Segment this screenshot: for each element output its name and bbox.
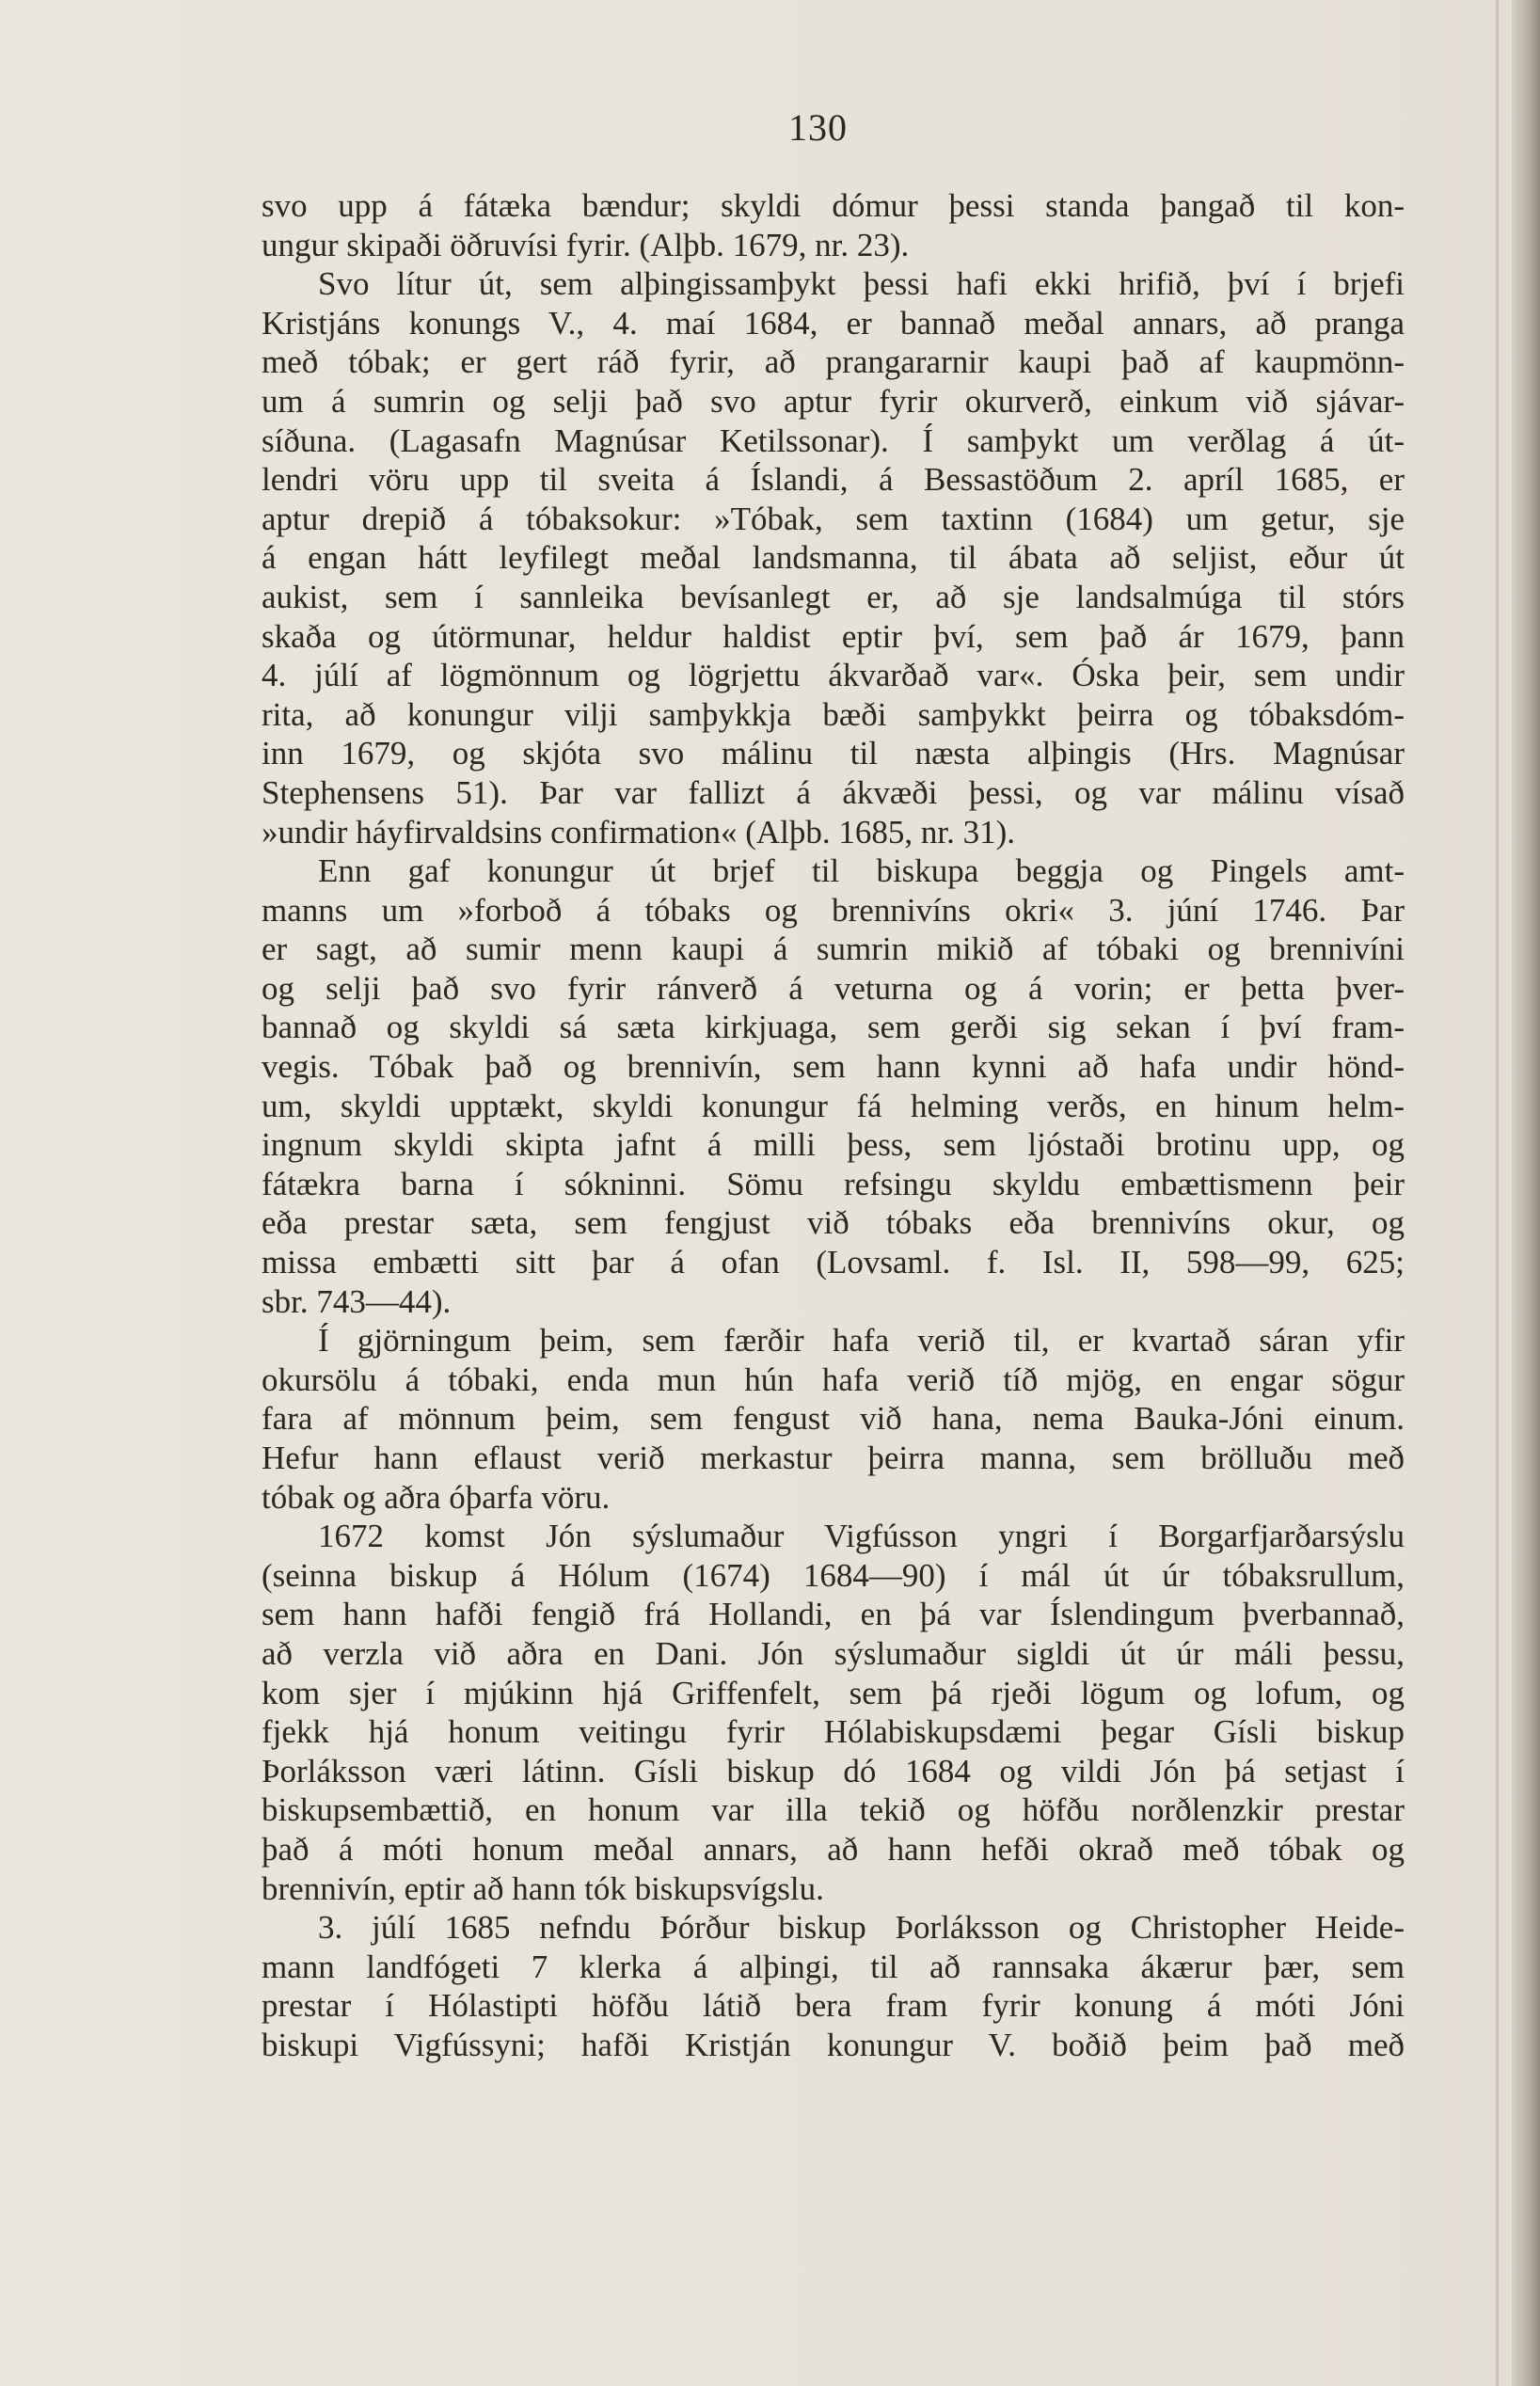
text-line: inn 1679, og skjóta svo málinu til næsta alþingis (Hrs. Magnúsar [262, 735, 1405, 772]
text-line: og selji það svo fyrir ránverð á veturna og á vorin; er þetta þver- [262, 969, 1405, 1007]
text-line: okursölu á tóbaki, enda mun hún hafa verið tíð mjög, en engar sögur [262, 1360, 1405, 1398]
text-line: ingnum skyldi skipta jafnt á milli þess, sem ljóstaði brotinu upp, og [262, 1126, 1405, 1164]
text-line: fátækra barna í sókninni. Sömu refsingu skyldu embættismenn þeir [262, 1165, 1405, 1202]
text-line: á engan hátt leyfilegt meðal landsmanna, til ábata að seljist, eður út [262, 539, 1405, 577]
text-line: aptur drepið á tóbaksokur: »Tóbak, sem taxtinn (1684) um getur, sje [262, 500, 1405, 537]
text-line: manns um »forboð á tóbaks og brennivíns okri« 3. júní 1746. Þar [262, 891, 1405, 929]
text-line: um á sumrin og selji það svo aptur fyrir okurverð, einkum við sjávar- [262, 382, 1405, 420]
text-line: um, skyldi upptækt, skyldi konungur fá helming verðs, en hinum helm- [262, 1087, 1405, 1124]
text-line: vegis. Tóbak það og brennivín, sem hann kynni að hafa undir hönd- [262, 1048, 1405, 1086]
text-line: síðuna. (Lagasafn Magnúsar Ketilssonar). Í samþykt um verðlag á út- [262, 422, 1405, 459]
text-line: lendri vöru upp til sveita á Íslandi, á Bessastöðum 2. apríl 1685, er [262, 461, 1405, 499]
page-edge-shadow [1512, 0, 1540, 2386]
text-line: er sagt, að sumir menn kaupi á sumrin mikið af tóbaki og brennivíni [262, 931, 1405, 968]
text-line: sem hann hafði fengið frá Hollandi, en þá var Íslendingum þverbannað, [262, 1596, 1405, 1633]
text-line: mann landfógeti 7 klerka á alþingi, til að rannsaka ákærur þær, sem [262, 1948, 1405, 1985]
text-line: með tóbak; er gert ráð fyrir, að prangararnir kaupi það af kaupmönn- [262, 343, 1405, 381]
text-line: 3. júlí 1685 nefndu Þórður biskup Þorláksson og Christopher Heide- [318, 1909, 1405, 1947]
text-line: svo upp á fátæka bændur; skyldi dómur þessi standa þangað til kon- [262, 187, 1405, 224]
text-line: missa embætti sitt þar á ofan (Lovsaml. f. Isl. II, 598—99, 625; [262, 1244, 1405, 1281]
text-line: skaða og útörmunar, heldur haldist eptir því, sem það ár 1679, þann [262, 617, 1405, 655]
text-line: Enn gaf konungur út brjef til biskupa beggja og Pingels amt- [318, 852, 1405, 890]
text-line: rita, að konungur vilji samþykkja bæði samþykkt þeirra og tóbaksdóm- [262, 695, 1405, 733]
text-line: Í gjörningum þeim, sem færðir hafa verið til, er kvartað sáran yfir [318, 1322, 1405, 1360]
text-line: ungur skipaði öðruvísi fyrir. (Alþb. 1679, nr. 23). [262, 226, 910, 263]
text-line: Stephensens 51). Þar var fallizt á ákvæði þessi, og var málinu vísað [262, 773, 1405, 811]
text-line: brennivín, eptir að hann tók biskupsvígslu. [262, 1869, 824, 1907]
text-line: Kristjáns konungs V., 4. maí 1684, er bannað meðal annars, að pranga [262, 304, 1405, 342]
text-line: Svo lítur út, sem alþingissamþykt þessi hafi ekki hrifið, því í brjefi [318, 265, 1405, 303]
text-line: Hefur hann eflaust verið merkastur þeirra manna, sem brölluðu með [262, 1440, 1405, 1476]
text-line: »undir háyfirvaldsins confirmation« (Alþb. 1685, nr. 31). [262, 813, 1015, 851]
text-line: bannað og skyldi sá sæta kirkjuaga, sem gerði sig sekan í því fram- [262, 1009, 1405, 1046]
text-line: að verzla við aðra en Dani. Jón sýslumaður sigldi út úr máli þessu, [262, 1634, 1405, 1672]
text-line: biskupi Vigfússyni; hafði Kristján konungur V. boðið þeim það með [262, 2026, 1405, 2063]
text-line: 4. júlí af lögmönnum og lögrjettu ákvarðað var«. Óska þeir, sem undir [262, 657, 1405, 694]
text-line: tóbak og aðra óþarfa vöru. [262, 1478, 611, 1516]
page-number: 130 [788, 106, 848, 149]
text-line: fjekk hjá honum veitingu fyrir Hólabiskupsdæmi þegar Gísli biskup [262, 1713, 1405, 1751]
text-line: aukist, sem í sannleika bevísanlegt er, að sje landsalmúga til stórs [262, 578, 1405, 615]
text-line: (seinna biskup á Hólum (1674) 1684—90) í mál út úr tóbaksrullum, [262, 1556, 1405, 1594]
text-line: eða prestar sæta, sem fengjust við tóbaks eða brennivíns okur, og [262, 1204, 1405, 1242]
text-line: kom sjer í mjúkinn hjá Griffenfelt, sem þá rjeði lögum og lofum, og [262, 1674, 1405, 1711]
text-line: prestar í Hólastipti höfðu látið bera fram fyrir konung á móti Jóni [262, 1987, 1405, 2025]
text-line: biskupsembættið, en honum var illa tekið og höfðu norðlenzkir prestar [262, 1791, 1405, 1829]
body-text [262, 186, 1405, 2065]
text-line: Þorláksson væri látinn. Gísli biskup dó 1684 og vildi Jón þá setjast í [262, 1752, 1405, 1790]
text-line: sbr. 743—44). [262, 1282, 452, 1320]
text-line: það á móti honum meðal annars, að hann hefði okrað með tóbak og [262, 1830, 1405, 1868]
text-line: 1672 komst Jón sýslumaður Vigfússon yngri í Borgarfjarðarsýslu [318, 1518, 1405, 1555]
text-line: fara af mönnum þeim, sem fengust við hana, nema Bauka-Jóni einum. [262, 1400, 1405, 1438]
page-fold-line [1496, 0, 1499, 2386]
